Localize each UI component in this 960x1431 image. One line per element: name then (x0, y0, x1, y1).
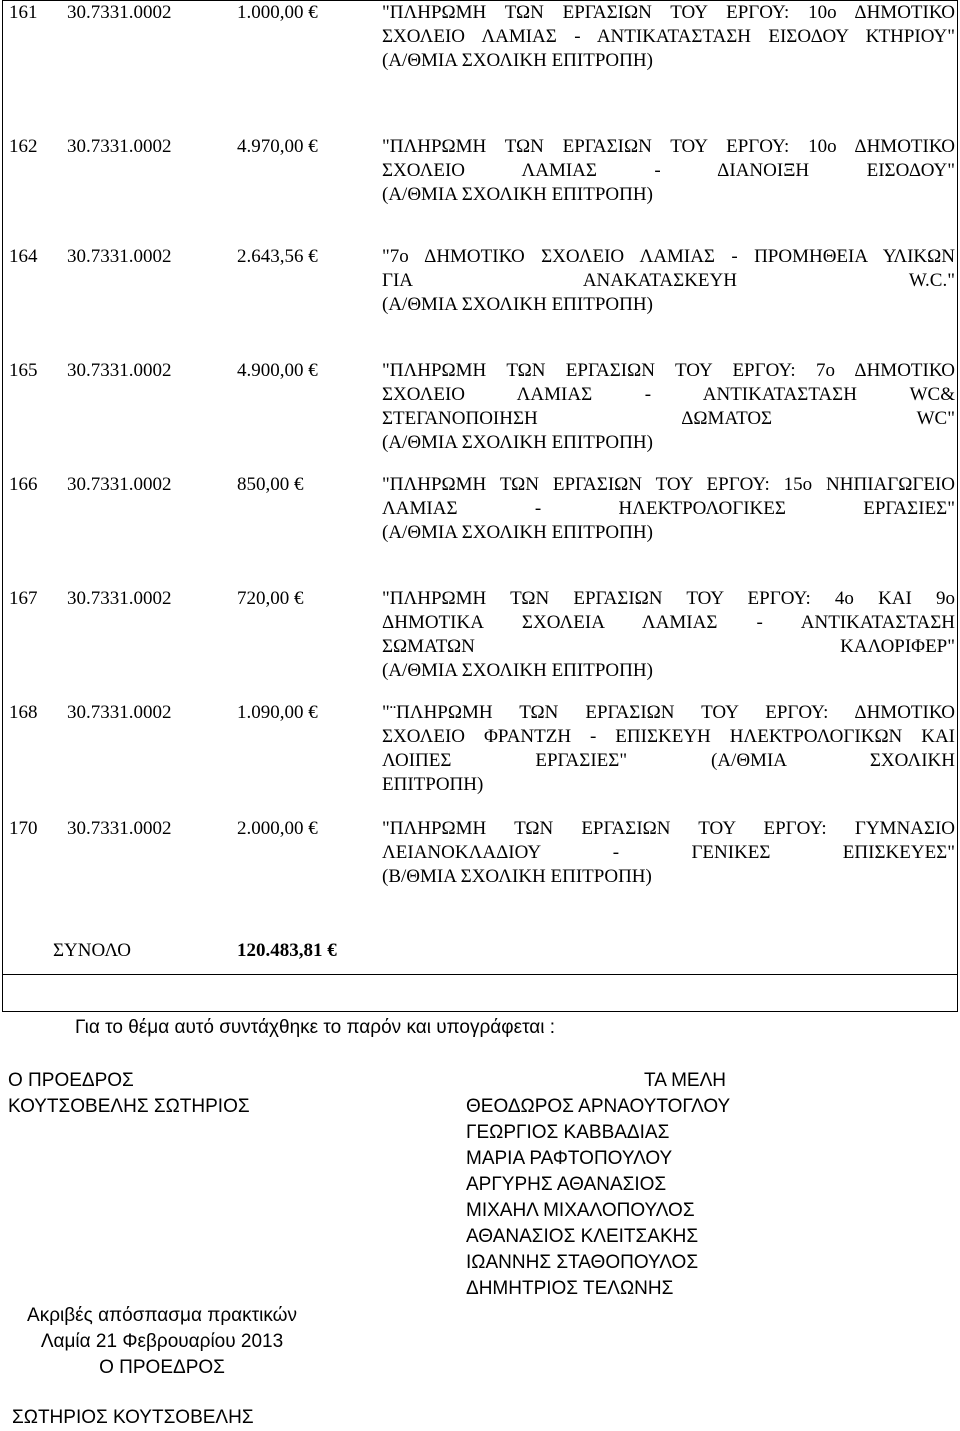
row-description (382, 245, 955, 317)
row-code: 30.7331.0002 (67, 818, 172, 839)
member-name: ΜΑΡΙΑ ΡΑΦΤΟΠΟΥΛΟΥ (466, 1148, 673, 1169)
description-line: "ΠΛΗΡΩΜΗ ΤΩΝ ΕΡΓΑΣΙΩΝ ΤΟΥ ΕΡΓΟΥ: 10ο ΔΗΜΟΤΙΚΟ (382, 2, 955, 23)
row-description (382, 817, 955, 889)
description-line: "7ο ΔΗΜΟΤΙΚΟ ΣΧΟΛΕΙΟ ΛΑΜΙΑΣ - ΠΡΟΜΗΘΕΙΑ ΥΛΙΚΩΝ (382, 246, 955, 267)
extract-date: Λαμία 21 Φεβρουαρίου 2013 (40, 1331, 284, 1352)
closing-statement: Για το θέμα αυτό συντάχθηκε το παρόν και υπογράφεται : (75, 1017, 556, 1038)
expenses-table (2, 0, 958, 1012)
row-code: 30.7331.0002 (67, 2, 172, 23)
member-name: ΘΕΟΔΩΡΟΣ ΑΡΝΑΟΥΤΟΓΛΟΥ (466, 1096, 731, 1117)
president-name: ΚΟΥΤΣΟΒΕΛΗΣ ΣΩΤΗΡΙΟΣ (8, 1096, 250, 1117)
description-line: "ΠΛΗΡΩΜΗ ΤΩΝ ΕΡΓΑΣΙΩΝ ΤΟΥ ΕΡΓΟΥ: 15ο ΝΗΠΙΑΓΩΓΕΙΟ (382, 474, 955, 495)
total-divider (3, 974, 957, 975)
members-block (466, 1068, 730, 1302)
members-title: ΤΑ ΜΕΛΗ (644, 1070, 727, 1091)
row-amount: 4.900,00 € (237, 360, 318, 381)
row-description (382, 359, 955, 455)
description-line: ΣΤΕΓΑΝΟΠΟΙΗΣΗ ΔΩΜΑΤΟΣ WC" (382, 408, 955, 429)
total-row (3, 927, 957, 975)
description-line: (Α/ΘΜΙΑ ΣΧΟΛΙΚΗ ΕΠΙΤΡΟΠΗ) (382, 432, 653, 453)
description-line: ΛΕΙΑΝΟΚΛΑΔΙΟΥ - ΓΕΝΙΚΕΣ ΕΠΙΣΚΕΥΕΣ" (382, 842, 955, 863)
description-line: ΛΑΜΙΑΣ - ΗΛΕΚΤΡΟΛΟΓΙΚΕΣ ΕΡΓΑΣΙΕΣ" (382, 498, 955, 519)
description-line: ΣΧΟΛΕΙΟ ΛΑΜΙΑΣ - ΑΝΤΙΚΑΤΑΣΤΑΣΗ ΕΙΣΟΔΟΥ ΚΤΗΡΙΟΥ" (382, 26, 955, 47)
row-code: 30.7331.0002 (67, 136, 172, 157)
row-code: 30.7331.0002 (67, 360, 172, 381)
description-line: ΣΧΟΛΕΙΟ ΛΑΜΙΑΣ - ΑΝΤΙΚΑΤΑΣΤΑΣΗ WC& (382, 384, 955, 405)
member-name: ΔΗΜΗΤΡΙΟΣ ΤΕΛΩΝΗΣ (466, 1278, 674, 1299)
description-line: ΓΙΑ ΑΝΑΚΑΤΑΣΚΕΥΗ W.C." (382, 270, 955, 291)
description-line: (Α/ΘΜΙΑ ΣΧΟΛΙΚΗ ΕΠΙΤΡΟΠΗ) (382, 184, 653, 205)
member-name: ΑΡΓΥΡΗΣ ΑΘΑΝΑΣΙΟΣ (466, 1174, 667, 1195)
description-line: ΔΗΜΟΤΙΚΑ ΣΧΟΛΕΙΑ ΛΑΜΙΑΣ - ΑΝΤΙΚΑΤΑΣΤΑΣΗ (382, 612, 955, 633)
description-line: (Α/ΘΜΙΑ ΣΧΟΛΙΚΗ ΕΠΙΤΡΟΠΗ) (382, 50, 653, 71)
description-line: ΣΩΜΑΤΩΝ ΚΑΛΟΡΙΦΕΡ" (382, 636, 955, 657)
row-number: 166 (9, 474, 38, 495)
row-number: 162 (9, 136, 38, 157)
description-line: (Α/ΘΜΙΑ ΣΧΟΛΙΚΗ ΕΠΙΤΡΟΠΗ) (382, 294, 653, 315)
extract-label: Ακριβές απόσπασμα πρακτικών (27, 1305, 297, 1326)
row-number: 164 (9, 246, 38, 267)
description-line: ΣΧΟΛΕΙΟ ΛΑΜΙΑΣ - ΔΙΑΝΟΙΞΗ ΕΙΣΟΔΟΥ" (382, 160, 955, 181)
row-code: 30.7331.0002 (67, 246, 172, 267)
row-code: 30.7331.0002 (67, 474, 172, 495)
row-description (382, 587, 955, 683)
description-line: ΣΧΟΛΕΙΟ ΦΡΑΝΤΖΗ - ΕΠΙΣΚΕΥΗ ΗΛΕΚΤΡΟΛΟΓΙΚΩΝ ΚΑΙ (382, 726, 955, 747)
row-description (382, 473, 955, 545)
row-amount: 850,00 € (237, 474, 304, 495)
row-amount: 1.090,00 € (237, 702, 318, 723)
extract-block (12, 1303, 312, 1381)
extract-signatory-title: Ο ΠΡΟΕΔΡΟΣ (99, 1357, 225, 1378)
row-amount: 2.643,56 € (237, 246, 318, 267)
final-signatory: ΣΩΤΗΡΙΟΣ ΚΟΥΤΣΟΒΕΛΗΣ (12, 1407, 254, 1428)
row-code: 30.7331.0002 (67, 588, 172, 609)
row-amount: 720,00 € (237, 588, 304, 609)
row-amount: 1.000,00 € (237, 2, 318, 23)
description-line: "ΠΛΗΡΩΜΗ ΤΩΝ ΕΡΓΑΣΙΩΝ ΤΟΥ ΕΡΓΟΥ: 4ο ΚΑΙ 9ο (382, 588, 955, 609)
row-number: 161 (9, 2, 38, 23)
total-amount: 120.483,81 € (237, 940, 337, 961)
member-name: ΙΩΑΝΝΗΣ ΣΤΑΘΟΠΟΥΛΟΣ (466, 1252, 699, 1273)
row-amount: 4.970,00 € (237, 136, 318, 157)
row-number: 170 (9, 818, 38, 839)
description-line: ΕΠΙΤΡΟΠΗ) (382, 774, 484, 795)
member-name: ΜΙΧΑΗΛ ΜΙΧΑΛΟΠΟΥΛΟΣ (466, 1200, 695, 1221)
president-title: Ο ΠΡΟΕΔΡΟΣ (8, 1070, 134, 1091)
member-name: ΓΕΩΡΓΙΟΣ ΚΑΒΒΑΔΙΑΣ (466, 1122, 670, 1143)
total-label: ΣΥΝΟΛΟ (53, 940, 132, 961)
description-line: "ΠΛΗΡΩΜΗ ΤΩΝ ΕΡΓΑΣΙΩΝ ΤΟΥ ΕΡΓΟΥ: 7ο ΔΗΜΟΤΙΚΟ (382, 360, 955, 381)
row-description (382, 1, 955, 73)
row-description (382, 135, 955, 207)
member-name: ΑΘΑΝΑΣΙΟΣ ΚΛΕΙΤΣΑΚΗΣ (466, 1226, 699, 1247)
description-line: "ΠΛΗΡΩΜΗ ΤΩΝ ΕΡΓΑΣΙΩΝ ΤΟΥ ΕΡΓΟΥ: ΓΥΜΝΑΣΙΟ (382, 818, 955, 839)
row-number: 165 (9, 360, 38, 381)
description-line: (Α/ΘΜΙΑ ΣΧΟΛΙΚΗ ΕΠΙΤΡΟΠΗ) (382, 660, 653, 681)
president-block (8, 1068, 250, 1120)
description-line: (Α/ΘΜΙΑ ΣΧΟΛΙΚΗ ΕΠΙΤΡΟΠΗ) (382, 522, 653, 543)
row-number: 168 (9, 702, 38, 723)
description-line: ΛΟΙΠΕΣ ΕΡΓΑΣΙΕΣ" (Α/ΘΜΙΑ ΣΧΟΛΙΚΗ (382, 750, 955, 771)
row-code: 30.7331.0002 (67, 702, 172, 723)
description-line: (Β/ΘΜΙΑ ΣΧΟΛΙΚΗ ΕΠΙΤΡΟΠΗ) (382, 866, 652, 887)
row-number: 167 (9, 588, 38, 609)
description-line: "ΠΛΗΡΩΜΗ ΤΩΝ ΕΡΓΑΣΙΩΝ ΤΟΥ ΕΡΓΟΥ: 10ο ΔΗΜΟΤΙΚΟ (382, 136, 955, 157)
row-description (382, 701, 955, 797)
row-amount: 2.000,00 € (237, 818, 318, 839)
description-line: "¨ΠΛΗΡΩΜΗ ΤΩΝ ΕΡΓΑΣΙΩΝ ΤΟΥ ΕΡΓΟΥ: ΔΗΜΟΤΙΚΟ (382, 702, 955, 723)
